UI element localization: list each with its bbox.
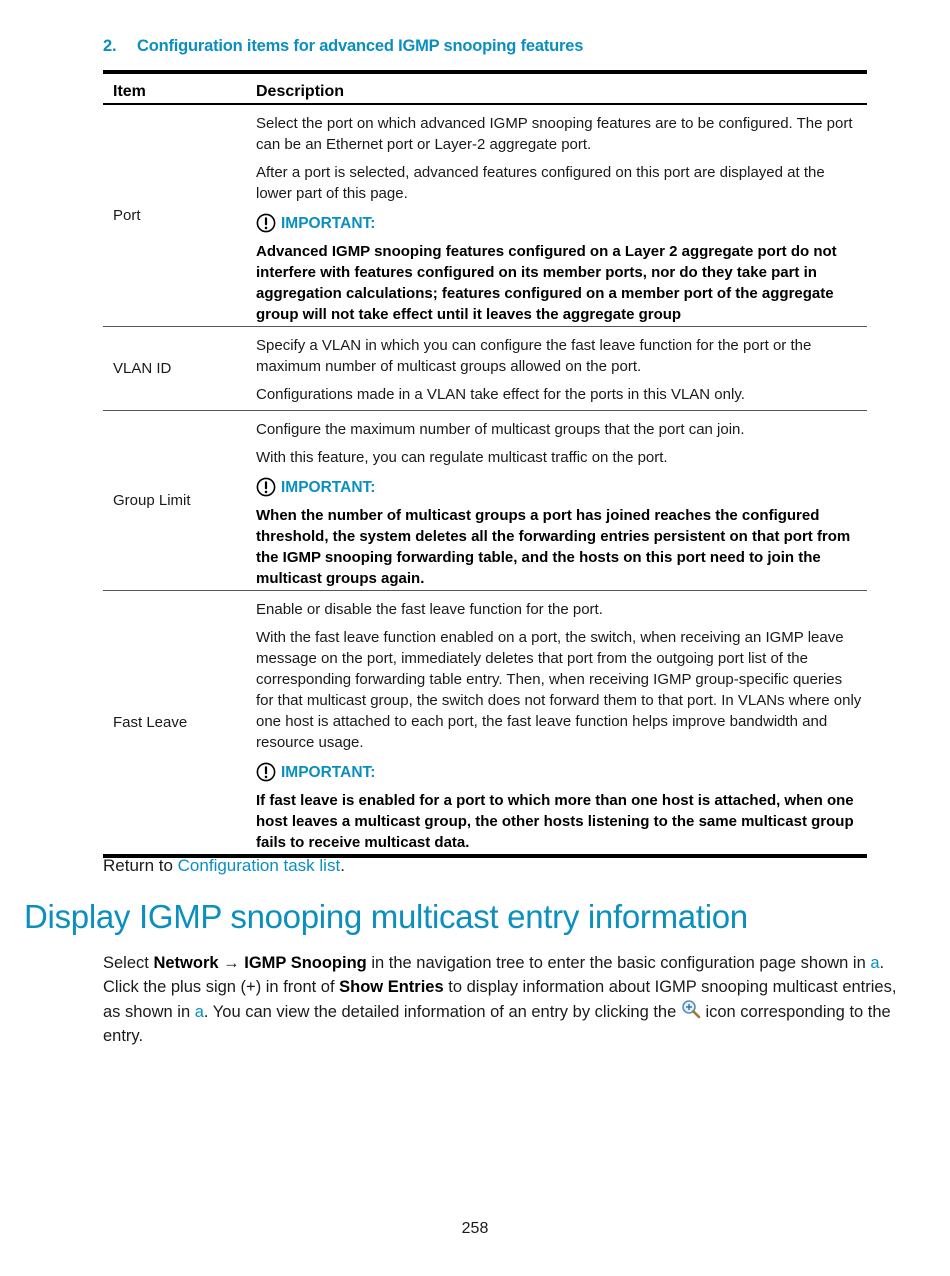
page-number: 258 xyxy=(461,1220,489,1237)
bold-igmp-snooping: IGMP Snooping xyxy=(244,954,367,972)
desc-paragraph: Specify a VLAN in which you can configure the fast leave function for the port or the maximum number of multicast groups allowed on the port. xyxy=(256,337,812,375)
table-row-port xyxy=(103,104,867,327)
figure-link-a[interactable]: a xyxy=(870,954,880,972)
desc-paragraph: Enable or disable the fast leave function for the port. xyxy=(256,601,603,618)
text-run: . You can view the detailed information of an entry by clicking the xyxy=(203,1003,681,1021)
important-callout xyxy=(256,475,863,499)
row-description xyxy=(256,327,867,411)
important-label: IMPORTANT: xyxy=(281,763,376,781)
text-run: in the navigation tree to enter the basic configuration page shown in xyxy=(366,954,871,972)
return-line xyxy=(103,856,345,876)
desc-paragraph: Select the port on which advanced IGMP snooping features are to be configured. The port can be an Ethernet port or Layer-2 aggregate port. xyxy=(256,115,853,153)
row-item: Port xyxy=(103,104,256,327)
header-item: Item xyxy=(103,72,256,104)
table-caption xyxy=(103,37,583,56)
table-header-row xyxy=(103,72,867,104)
row-description xyxy=(256,411,867,591)
row-item: VLAN ID xyxy=(103,327,256,411)
section-paragraph xyxy=(103,952,903,1048)
desc-paragraph: After a port is selected, advanced features configured on this port are displayed at the lower part of this page. xyxy=(256,164,825,202)
text-run: → xyxy=(218,954,245,972)
figure-link-a[interactable]: a xyxy=(194,1003,204,1021)
row-description xyxy=(256,591,867,857)
table-row-vlan-id xyxy=(103,327,867,411)
text-run: . Click the plus sign (+) in front of xyxy=(103,954,885,996)
bold-show-entries: Show Entries xyxy=(339,977,444,996)
text-run: Select xyxy=(103,954,154,972)
important-text: If fast leave is enabled for a port to which more than one host is attached, when one host leaves a multicast group, the other hosts listening to the same multicast group fails to receive multicast data. xyxy=(256,792,854,851)
desc-paragraph: Configure the maximum number of multicast groups that the port can join. xyxy=(256,421,745,438)
desc-paragraph: With the fast leave function enabled on a port, the switch, when receiving an IGMP leave message on the port, immediately deletes that port from the outgoing port list of the corresponding forwarding table entry. Then, when receiving IGMP group-specific queries for that multicast group, the switch does not forward them to that port. In VLANs where only one host is attached to each port, the fast leave function helps improve bandwidth and resource usage. xyxy=(256,629,862,751)
important-text: Advanced IGMP snooping features configured on a Layer 2 aggregate port do not interfere with features configured on its member ports, nor do they take part in aggregation calculations; features configured on a member port of the aggregate group will not take effect until it leaves the aggregate group xyxy=(256,243,837,323)
section-heading: Display IGMP snooping multicast entry information xyxy=(24,898,748,935)
zoom-magnifier-icon xyxy=(681,999,701,1019)
desc-paragraph: With this feature, you can regulate multicast traffic on the port. xyxy=(256,449,668,466)
desc-paragraph: Configurations made in a VLAN take effect for the ports in this VLAN only. xyxy=(256,386,745,403)
row-item: Fast Leave xyxy=(113,714,188,731)
important-text: When the number of multicast groups a port has joined reaches the configured threshold, the system deletes all the forwarding entries persistent on that port from the IGMP snooping forwarding table, and the hosts on this port need to join the multicast groups again. xyxy=(256,507,851,587)
exclamation-circle-icon xyxy=(256,762,276,782)
header-description: Description xyxy=(256,72,867,104)
table-row-fast-leave xyxy=(103,591,867,857)
exclamation-circle-icon xyxy=(256,213,276,233)
row-item: Group Limit xyxy=(103,411,256,591)
caption-title: Configuration items for advanced IGMP snooping features xyxy=(137,37,584,55)
important-callout xyxy=(256,211,863,235)
text-run: icon corresponding to the entry. xyxy=(103,1003,891,1045)
return-suffix: . xyxy=(340,856,345,875)
table-row-group-limit xyxy=(103,411,867,591)
return-prefix: Return to xyxy=(103,856,178,875)
config-items-table xyxy=(103,70,867,858)
important-label: IMPORTANT: xyxy=(281,214,376,232)
exclamation-circle-icon xyxy=(256,477,276,497)
text-run: to display information about IGMP snooping multicast entries, as shown in xyxy=(103,977,897,1021)
caption-number: 2. xyxy=(103,37,117,55)
important-label: IMPORTANT: xyxy=(281,478,376,496)
row-description xyxy=(256,104,867,327)
important-callout xyxy=(256,760,863,784)
bold-network: Network xyxy=(153,954,219,972)
configuration-task-list-link[interactable]: Configuration task list xyxy=(177,856,341,875)
